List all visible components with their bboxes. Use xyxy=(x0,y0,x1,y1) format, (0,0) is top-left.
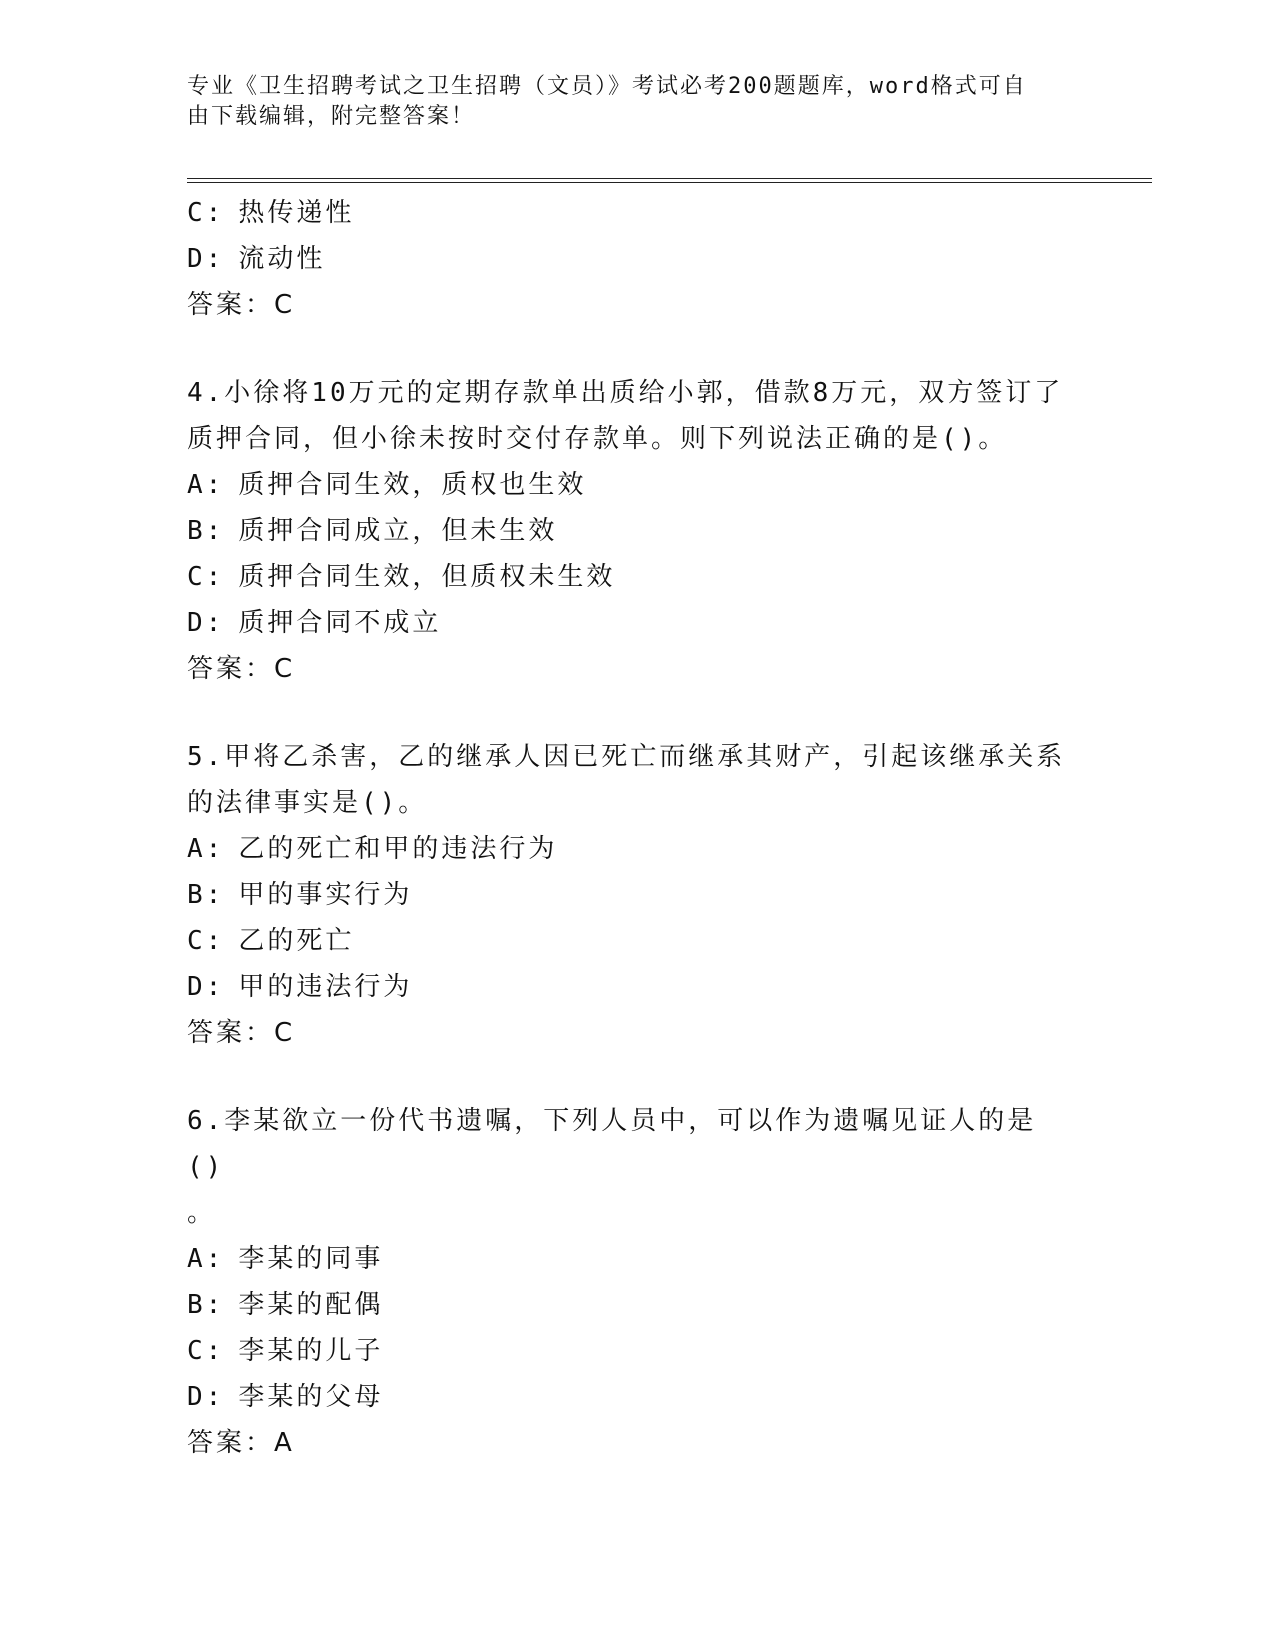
question-text-line-1: 4.小徐将10万元的定期存款单出质给小郭，借款8万元，双方签订了 xyxy=(187,378,1064,408)
option-c xyxy=(187,554,1087,600)
option-letter: D: xyxy=(187,244,225,274)
option-text: 质押合同成立，但未生效 xyxy=(238,516,558,546)
question-text-line-2: 。 xyxy=(187,1198,217,1228)
option-c xyxy=(187,190,1087,236)
header-divider-top xyxy=(187,178,1152,179)
question-text-line-1: 6.李某欲立一份代书遗嘱，下列人员中，可以作为遗嘱见证人的是() xyxy=(187,1106,1037,1182)
option-a xyxy=(187,1236,1087,1282)
answer-line: 答案：C xyxy=(187,654,296,684)
option-letter: B: xyxy=(187,880,225,910)
header-divider-bottom xyxy=(187,182,1152,183)
partial-question xyxy=(187,190,1087,328)
option-d xyxy=(187,600,1087,646)
option-letter: C: xyxy=(187,198,225,228)
option-d xyxy=(187,1374,1087,1420)
header-line-2: 由下载编辑，附完整答案！ xyxy=(187,104,476,129)
option-d xyxy=(187,964,1087,1010)
question-text-line-1: 5.甲将乙杀害，乙的继承人因已死亡而继承其财产，引起该继承关系 xyxy=(187,742,1066,772)
option-letter: A: xyxy=(187,1244,225,1274)
option-text: 质押合同生效，但质权未生效 xyxy=(238,562,616,592)
option-a xyxy=(187,462,1087,508)
option-letter: C: xyxy=(187,926,225,956)
option-a xyxy=(187,826,1087,872)
option-c xyxy=(187,918,1087,964)
option-text: 甲的违法行为 xyxy=(238,972,413,1002)
option-letter: A: xyxy=(187,470,225,500)
option-b xyxy=(187,872,1087,918)
document-body xyxy=(187,190,1087,1466)
question-6 xyxy=(187,1098,1087,1466)
option-text: 热传递性 xyxy=(238,198,355,228)
option-text: 李某的同事 xyxy=(238,1244,384,1274)
question-4 xyxy=(187,370,1087,692)
option-c xyxy=(187,1328,1087,1374)
option-d xyxy=(187,236,1087,282)
option-letter: D: xyxy=(187,608,225,638)
option-letter: D: xyxy=(187,972,225,1002)
option-b xyxy=(187,508,1087,554)
option-b xyxy=(187,1282,1087,1328)
option-letter: B: xyxy=(187,1290,225,1320)
option-letter: B: xyxy=(187,516,225,546)
answer-line: 答案：C xyxy=(187,1018,296,1048)
answer-line: 答案：A xyxy=(187,1428,295,1458)
option-text: 李某的配偶 xyxy=(238,1290,384,1320)
question-text-line-2: 的法律事实是()。 xyxy=(187,788,428,818)
question-5 xyxy=(187,734,1087,1056)
question-text-line-2: 质押合同，但小徐未按时交付存款单。则下列说法正确的是()。 xyxy=(187,424,1008,454)
option-text: 乙的死亡 xyxy=(238,926,355,956)
option-letter: C: xyxy=(187,562,225,592)
option-text: 甲的事实行为 xyxy=(238,880,413,910)
answer-line: 答案：C xyxy=(187,290,296,320)
option-text: 李某的父母 xyxy=(238,1382,384,1412)
option-letter: D: xyxy=(187,1382,225,1412)
option-text: 乙的死亡和甲的违法行为 xyxy=(238,834,558,864)
option-text: 质押合同不成立 xyxy=(238,608,442,638)
option-text: 质押合同生效，质权也生效 xyxy=(238,470,587,500)
option-text: 李某的儿子 xyxy=(238,1336,384,1366)
option-letter: A: xyxy=(187,834,225,864)
header-line-1: 专业《卫生招聘考试之卫生招聘（文员）》考试必考200题题库，word格式可自 xyxy=(187,74,1027,99)
page-header xyxy=(187,72,1067,132)
option-text: 流动性 xyxy=(238,244,326,274)
option-letter: C: xyxy=(187,1336,225,1366)
